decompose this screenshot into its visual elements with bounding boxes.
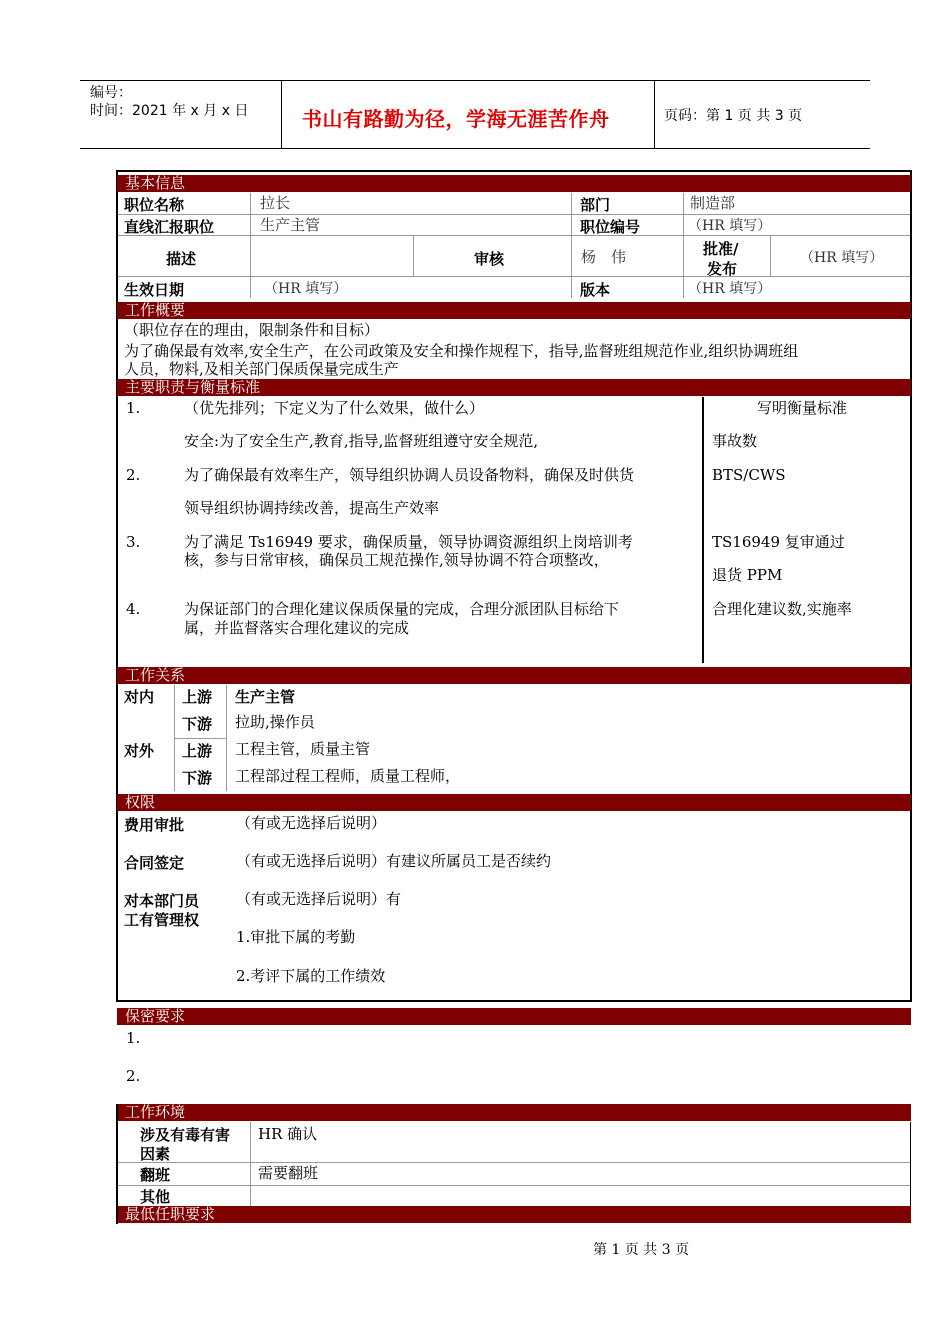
env-other-label: 其他 <box>140 1188 171 1206</box>
col-line <box>116 1104 118 1224</box>
section-environment: 工作环境 <box>117 1104 911 1121</box>
duty-text: 为了确保最有效率生产，领导组织协调人员设备物料，确保及时供货 <box>184 466 635 484</box>
report-to-label: 直线汇报职位 <box>124 218 215 236</box>
authority-expense-value: （有或无选择后说明） <box>236 814 387 832</box>
relation-internal-down: 拉助,操作员 <box>235 713 315 731</box>
col-line <box>910 1122 911 1206</box>
header-motto: 书山有路勤为径，学海无涯苦作舟 <box>302 107 610 131</box>
env-hazard-value: HR 确认 <box>258 1125 318 1143</box>
relation-downstream-label: 下游 <box>182 769 213 787</box>
section-authority: 权限 <box>117 794 911 811</box>
authority-manage-item1: 1.审批下属的考勤 <box>236 928 356 946</box>
section-overview: 工作概要 <box>117 302 911 319</box>
effective-date-label: 生效日期 <box>124 281 185 299</box>
relation-internal-up: 生产主管 <box>235 688 296 706</box>
header-page-label: 页码：第 1 页 共 3 页 <box>664 108 803 124</box>
row-line <box>118 235 910 236</box>
duty-num: 2. <box>126 466 141 484</box>
overview-line1: （职位存在的理由，限制条件和目标） <box>124 321 380 339</box>
duty-text: （优先排列；下定义为了什么效果，做什么） <box>184 399 485 417</box>
duty-standard: TS16949 复审通过 <box>712 533 845 551</box>
overview-line2: 为了确保最有效率,安全生产，在公司政策及安全和操作规程下，指导,监督班组规范作业,组织协调班组 <box>124 342 799 360</box>
section-duties: 主要职责与衡量标准 <box>117 379 911 396</box>
department-label: 部门 <box>580 196 611 214</box>
review-label: 审核 <box>474 250 505 268</box>
col-line <box>250 1122 251 1206</box>
row-line <box>118 1162 910 1163</box>
duty-standard: 退货 PPM <box>712 566 783 584</box>
department-value: 制造部 <box>690 194 736 212</box>
position-code-value: （HR 填写） <box>688 218 772 234</box>
authority-contract-value: （有或无选择后说明）有建议所属员工是否续约 <box>236 852 552 870</box>
position-name-value: 拉长 <box>260 194 291 212</box>
authority-contract-label: 合同签定 <box>124 854 185 872</box>
confidential-item1: 1. <box>126 1029 141 1047</box>
duty-num: 3. <box>126 533 141 551</box>
relation-external-up: 工程主管，质量主管 <box>235 740 371 758</box>
version-value: （HR 填写） <box>688 281 772 297</box>
duties-divider <box>702 397 704 663</box>
overview-line3: 人员，物料,及相关部门保质保量完成生产 <box>124 360 399 378</box>
duty-standard: 写明衡量标准 <box>757 399 848 417</box>
effective-date-value: （HR 填写） <box>264 281 348 297</box>
col-line <box>770 235 771 276</box>
duty-standard: BTS/CWS <box>712 466 786 484</box>
report-to-value: 生产主管 <box>260 216 321 234</box>
relation-upstream-label: 上游 <box>182 742 213 760</box>
row-line <box>118 1185 910 1186</box>
col-line <box>413 235 414 276</box>
position-name-label: 职位名称 <box>124 196 185 214</box>
approve-value: （HR 填写） <box>800 250 884 266</box>
duty-num: 4. <box>126 600 141 618</box>
confidential-item2: 2. <box>126 1067 141 1085</box>
duty-text: 领导组织协调持续改善，提高生产效率 <box>184 499 440 517</box>
col-line <box>683 193 684 298</box>
env-overtime-label: 翻班 <box>140 1166 171 1184</box>
section-qualification: 最低任职要求 <box>117 1206 911 1223</box>
col-line <box>250 193 251 298</box>
version-label: 版本 <box>580 281 611 299</box>
duty-standard: 事故数 <box>712 432 758 450</box>
env-overtime-value: 需要翻班 <box>258 1164 319 1182</box>
duty-text: 为保证部门的合理化建议保质保量的完成，合理分派团队目标给下 <box>184 600 620 618</box>
authority-expense-label: 费用审批 <box>124 816 185 834</box>
form-frame <box>116 170 912 1002</box>
authority-manage-label-2: 工有管理权 <box>124 911 200 929</box>
env-hazard-label-1: 涉及有毒有害 <box>140 1126 231 1144</box>
row-line <box>118 276 910 277</box>
reviewer-value: 杨 伟 <box>581 248 627 266</box>
relation-downstream-label: 下游 <box>182 715 213 733</box>
row-line <box>174 738 226 739</box>
relation-external-label: 对外 <box>124 742 155 760</box>
header-time-label: 时间：2021 年 x 月 x 日 <box>90 103 249 119</box>
header-top-rule <box>80 80 870 81</box>
authority-manage-item2: 2.考评下属的工作绩效 <box>236 967 386 985</box>
authority-manage-value: （有或无选择后说明）有 <box>236 890 402 908</box>
approve-label-2: 发布 <box>707 260 738 278</box>
duty-text-cont: 核，参与日常审核，确保员工规范操作,领导协调不符合项整改， <box>184 551 609 569</box>
header-divider-left <box>281 80 282 148</box>
relation-external-down: 工程部过程工程师，质量工程师， <box>235 767 461 785</box>
authority-manage-label-1: 对本部门员 <box>124 892 200 910</box>
row-line <box>118 214 910 215</box>
duty-text: 安全:为了安全生产,教育,指导,监督班组遵守安全规范, <box>184 432 539 450</box>
describe-label: 描述 <box>166 250 197 268</box>
section-confidential: 保密要求 <box>117 1008 911 1025</box>
approve-label-1: 批准/ <box>703 240 739 258</box>
header-number-label: 编号： <box>90 85 132 101</box>
duty-text: 为了满足 Ts16949 要求，确保质量，领导协调资源组织上岗培训考 <box>184 533 633 551</box>
section-relations: 工作关系 <box>117 667 911 684</box>
col-line <box>571 193 572 298</box>
section-basic-info: 基本信息 <box>117 175 911 192</box>
duty-text-cont: 属，并监督落实合理化建议的完成 <box>184 619 410 637</box>
relation-internal-label: 对内 <box>124 688 155 706</box>
env-hazard-label-2: 因素 <box>140 1145 171 1163</box>
position-code-label: 职位编号 <box>580 218 641 236</box>
duty-standard: 合理化建议数,实施率 <box>712 600 852 618</box>
footer-page-number: 第 1 页 共 3 页 <box>593 1242 690 1258</box>
col-line <box>226 685 227 791</box>
header-bottom-rule <box>80 148 870 149</box>
duty-num: 1. <box>126 399 141 417</box>
relation-upstream-label: 上游 <box>182 688 213 706</box>
header-divider-right <box>654 80 655 148</box>
